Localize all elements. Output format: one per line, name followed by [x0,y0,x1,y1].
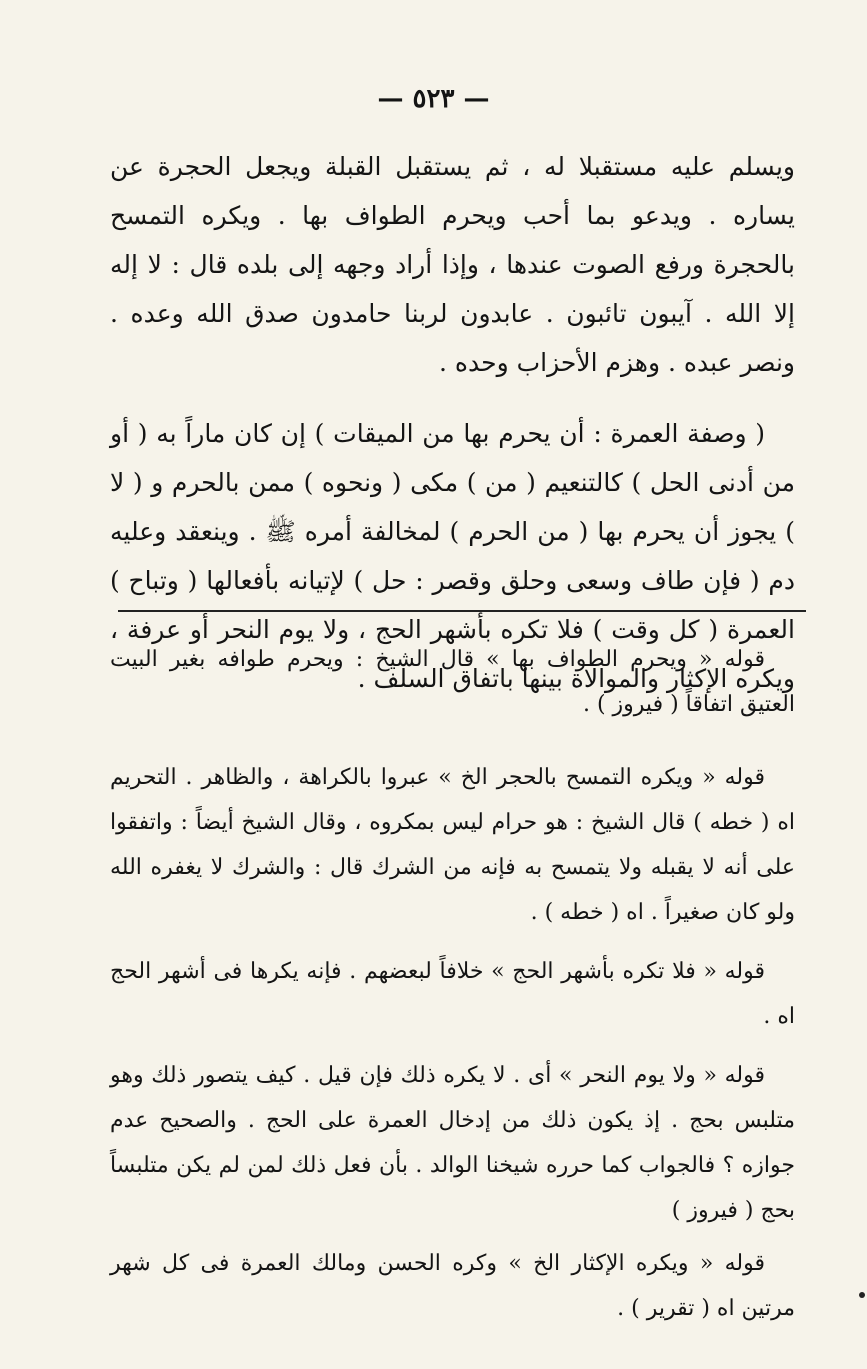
main-text-block [110,142,795,703]
page-edge-mark [859,1292,865,1298]
footnote-5: قوله « ويكره الإكثار الخ » وكره الحسن ومالك العمرة فى كل شهر مرتين اه ( تقرير ) . [110,1251,795,1321]
main-paragraph-1: ويسلم عليه مستقبلا له ، ثم يستقبل القبلة ويجعل الحجرة عن يساره . ويدعو بما أحب ويحرم الطواف بها . ويكره التمسح بالحجرة ورفع الصوت عندها ، وإذا أراد وجهه إلى بلده قال : لا إله إلا الله . آيبون تائبون . عابدون لربنا حامدون صدق الله وعده . ونصر عبده . وهزم الأحزاب وحده . [110,152,795,377]
footnote-divider [118,610,806,612]
footnotes-block [110,637,795,1331]
footnote-2: قوله « ويكره التمسح بالحجر الخ » عبروا بالكراهة ، والظاهر . التحريم اه ( خطه ) قال الشيخ : هو حرام ليس بمكروه ، وقال الشيخ أيضاً : واتفقوا على أنه لا يقبله ولا يتمسح به فإنه من الشرك قال : والشرك لا يغفره الله ولو كان صغيراً . اه ( خطه ) . [110,765,795,925]
page-number: — ٥٢٣ — [377,84,490,114]
footnote-3: قوله « فلا تكره بأشهر الحج » خلافاً لبعضهم . فإنه يكرها فى أشهر الحج اه . [110,959,795,1029]
footnote-1: قوله « ويحرم الطواف بها » قال الشيخ : ويحرم طوافه بغير البيت العتيق اتفاقاً ( فيروز ) . [110,647,795,717]
footnote-4: قوله « ولا يوم النحر » أى . لا يكره ذلك فإن قيل . كيف يتصور ذلك وهو متلبس بحج . إذ يكون ذلك من إدخال العمرة على الحج . والصحيح عدم جوازه ؟ فالجواب كما حرره شيخنا الوالد . بأن فعل ذلك لمن لم يكن متلبساً بحج ( فيروز ) [110,1063,795,1223]
main-paragraph-2: ( وصفة العمرة : أن يحرم بها من الميقات ) إن كان ماراً به ( أو من أدنى الحل ) كالتنعيم ( من ) مكى ( ونحوه ) ممن بالحرم و ( لا ) يجوز أن يحرم بها ( من الحرم ) لمخالفة أمره ﷺ . وينعقد وعليه دم ( فإن طاف وسعى وحلق وقصر : حل ) لإتيانه بأفعالها ( وتباح ) العمرة ( كل وقت ) فلا تكره بأشهر الحج ، ولا يوم النحر أو عرفة ، ويكره الإكثار والموالاة بينها باتفاق السلف . [110,419,795,693]
